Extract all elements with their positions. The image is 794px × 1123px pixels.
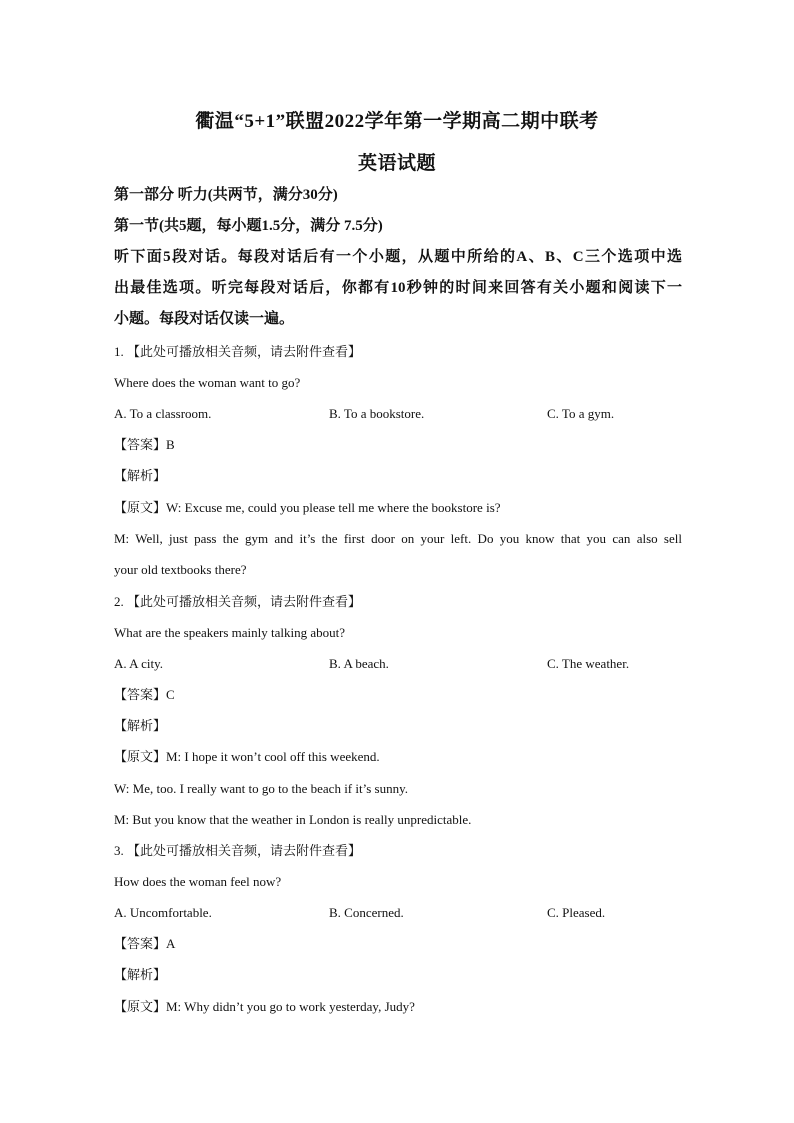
- exam-subtitle: 英语试题: [357, 153, 436, 174]
- q1-transcript-line-1: 【原文】W: Excuse me, could you please tell me where the bookstore is?: [114, 500, 501, 515]
- q2-option-a: A. A city.: [114, 656, 163, 671]
- q2-transcript-line-1: 【原文】M: I hope it won’t cool off this weekend.: [114, 749, 380, 764]
- q2-analysis: 【解析】: [114, 718, 167, 733]
- exam-title: 衢温“5+1”联盟2022学年第一学期高二期中联考: [195, 111, 599, 132]
- q2-transcript-line-3: M: But you know that the weather in London is really unpredictable.: [114, 812, 472, 827]
- q2-answer: 【答案】C: [114, 687, 175, 702]
- q2-audio-label: 2. 【此处可播放相关音频，请去附件查看】: [114, 594, 362, 609]
- q1-question: Where does the woman want to go?: [114, 375, 301, 390]
- q3-transcript-line-1: 【原文】M: Why didn’t you go to work yesterday, Judy?: [114, 999, 415, 1014]
- q3-analysis: 【解析】: [114, 967, 167, 982]
- q1-answer: 【答案】B: [114, 437, 175, 452]
- q3-question: How does the woman feel now?: [114, 874, 282, 889]
- q2-question: What are the speakers mainly talking about?: [114, 625, 346, 640]
- q3-answer: 【答案】A: [114, 936, 176, 951]
- q1-audio-label: 1. 【此处可播放相关音频，请去附件查看】: [114, 344, 362, 359]
- instructions-line-3: 小题。每段对话仅读一遍。: [114, 311, 295, 327]
- instructions-line-2: 出最佳选项。听完每段对话后，你都有10秒钟的时间来回答有关小题和阅读下一: [114, 280, 682, 296]
- q2-transcript-line-2: W: Me, too. I really want to go to the beach if it’s sunny.: [114, 781, 408, 796]
- q1-analysis: 【解析】: [114, 468, 167, 483]
- section1-heading: 第一节(共5题，每小题1.5分，满分 7.5分): [114, 218, 383, 234]
- q1-transcript-line-3: your old textbooks there?: [114, 562, 247, 577]
- part1-heading: 第一部分 听力(共两节，满分30分): [114, 187, 338, 203]
- q2-option-b: B. A beach.: [329, 656, 389, 671]
- q3-option-c: C. Pleased.: [547, 905, 606, 920]
- q1-transcript-line-2: M: Well, just pass the gym and it’s the first door on your left. Do you know that you can also sell: [114, 531, 682, 546]
- q1-option-c: C. To a gym.: [547, 406, 615, 421]
- q1-option-a: A. To a classroom.: [114, 406, 212, 421]
- q3-option-b: B. Concerned.: [329, 905, 404, 920]
- instructions-line-1: 听下面5段对话。每段对话后有一个小题，从题中所给的A、B、C三个选项中选: [114, 249, 682, 265]
- q3-option-a: A. Uncomfortable.: [114, 905, 212, 920]
- q1-option-b: B. To a bookstore.: [329, 406, 425, 421]
- q3-audio-label: 3. 【此处可播放相关音频，请去附件查看】: [114, 843, 362, 858]
- q2-option-c: C. The weather.: [547, 656, 630, 671]
